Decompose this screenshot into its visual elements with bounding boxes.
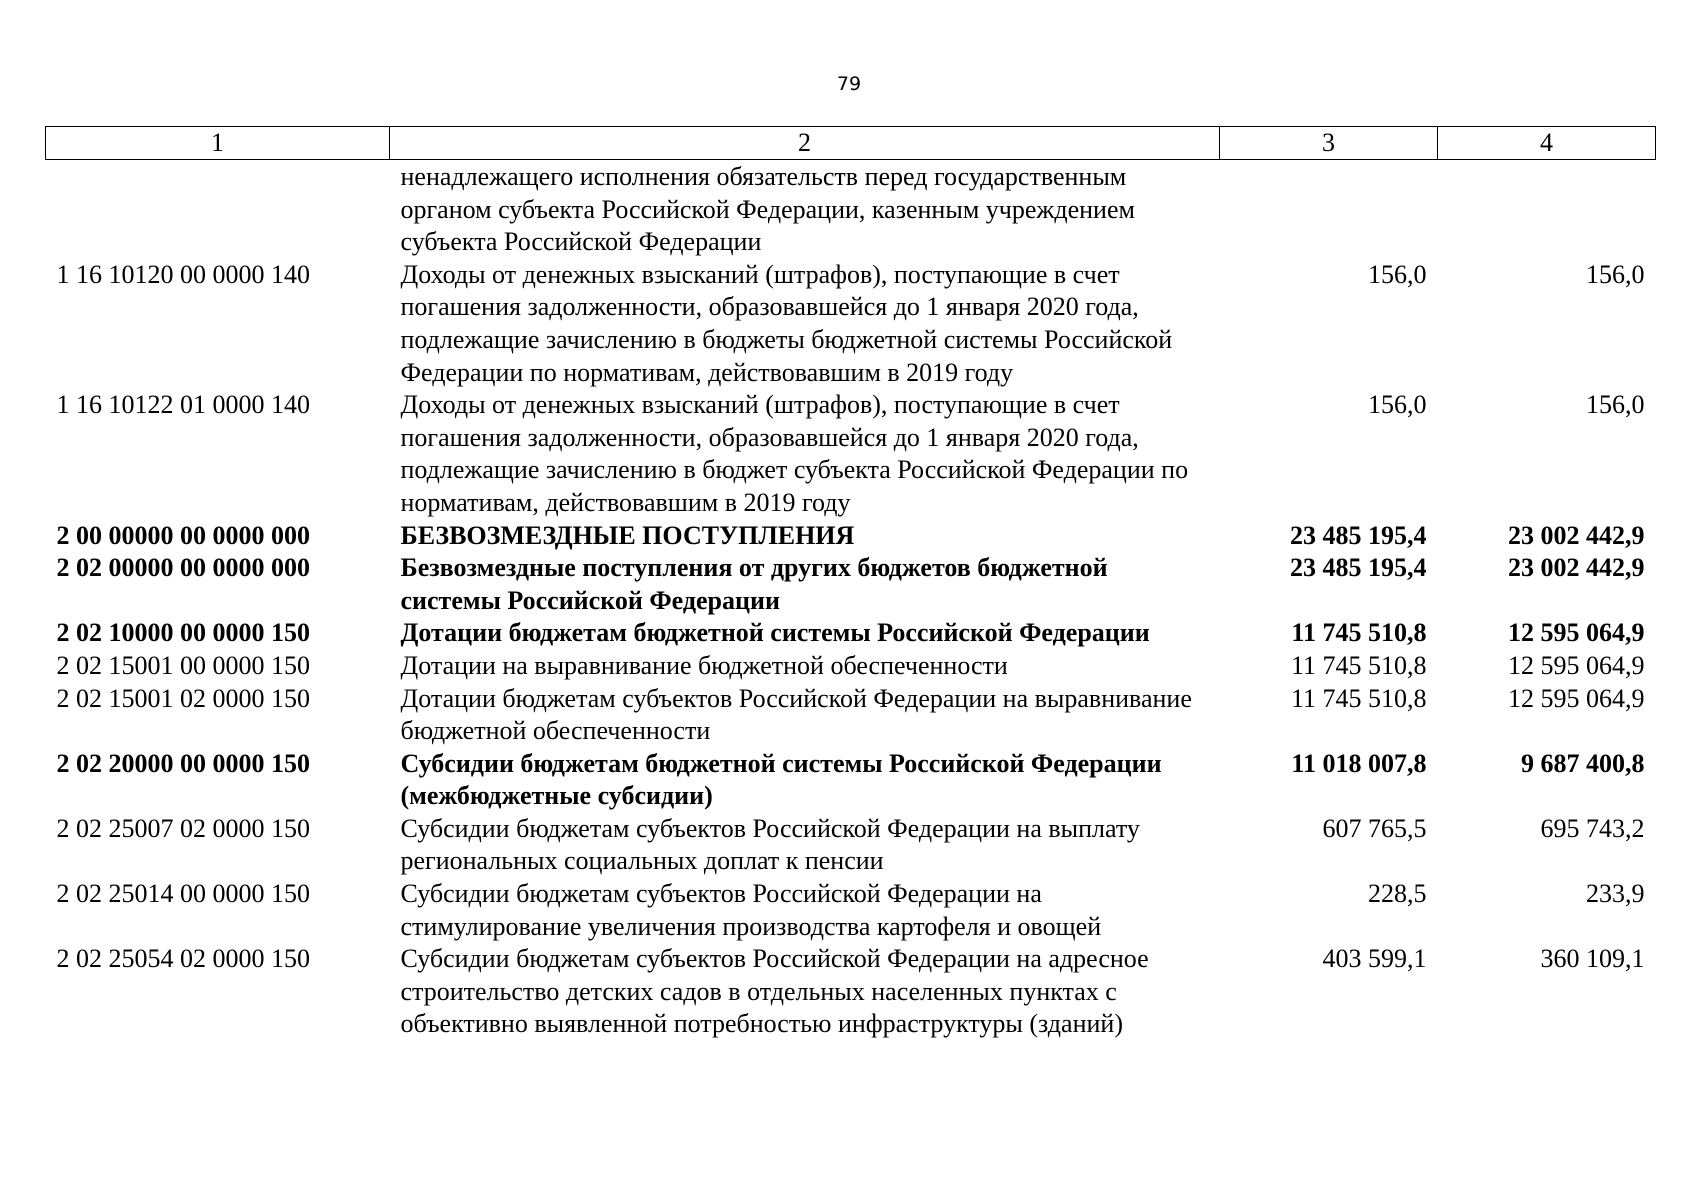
- budget-code-cell: [46, 160, 390, 259]
- value-column-3-cell: 607 765,5: [1322, 813, 1427, 843]
- value-column-3-cell: 11 018 007,8: [1291, 748, 1427, 778]
- table-body: [46, 160, 1656, 1042]
- value-column-4-cell: 23 002 442,9: [1508, 553, 1645, 583]
- value-column-4-cell: 12 595 064,9: [1508, 650, 1645, 680]
- value-column-4-cell: 156,0: [1586, 259, 1645, 289]
- value-column-4-cell: 156,0: [1586, 390, 1645, 420]
- description-cell: Субсидии бюджетам бюджетной системы Российской Федерации (межбюджетные субсидии): [400, 748, 1162, 811]
- value-column-4-cell: 695 743,2: [1540, 813, 1645, 843]
- page-number: 79: [836, 73, 862, 95]
- value-column-3-cell: 11 745 510,8: [1290, 650, 1427, 680]
- column-header-3: 3: [1220, 127, 1438, 160]
- value-column-3-cell: [1220, 160, 1438, 259]
- budget-code-cell: 2 02 10000 00 0000 150: [56, 618, 310, 648]
- value-column-3-cell: 11 745 510,8: [1291, 618, 1427, 648]
- description-cell: Дотации бюджетам субъектов Российской Федерации на выравнивание бюджетной обеспеченности: [400, 683, 1192, 746]
- budget-code-cell: 2 02 25054 02 0000 150: [56, 944, 310, 974]
- budget-code-cell: 2 02 00000 00 0000 000: [56, 553, 310, 583]
- description-cell: Дотации на выравнивание бюджетной обеспеченности: [400, 650, 1008, 680]
- table-row: [46, 552, 1656, 617]
- budget-code-cell: 1 16 10120 00 0000 140: [56, 259, 310, 289]
- description-cell: Доходы от денежных взысканий (штрафов), поступающие в счет погашения задолженности, образовавшейся до 1 января 2020 года, подлежащие зачислению в бюджет субъекта Российской Федерации по нормативам, действовавшим в 2019 году: [400, 390, 1189, 517]
- column-header-2: 2: [390, 127, 1220, 160]
- budget-code-cell: 2 02 25007 02 0000 150: [56, 813, 310, 843]
- table-row: [46, 617, 1656, 650]
- value-column-4-cell: 12 595 064,9: [1508, 618, 1645, 648]
- value-column-4-cell: [1438, 160, 1656, 259]
- table-header: [46, 127, 1656, 160]
- column-header-1: 1: [46, 127, 390, 160]
- budget-code-cell: 2 02 15001 00 0000 150: [56, 650, 310, 680]
- description-cell: Субсидии бюджетам субъектов Российской Федерации на адресное строительство детских садов в отдельных населенных пунктах с объективно выявленной потребностью инфраструктуры (зданий): [400, 944, 1149, 1039]
- value-column-4-cell: 9 687 400,8: [1521, 748, 1645, 778]
- description-cell: Дотации бюджетам бюджетной системы Российской Федерации: [400, 618, 1150, 648]
- table-row: [46, 520, 1656, 553]
- description-cell: ненадлежащего исполнения обязательств перед государственным органом субъекта Российской Федерации, казенным учреждением субъекта Российской Федерации: [400, 162, 1135, 257]
- budget-code-cell: 2 02 20000 00 0000 150: [56, 748, 310, 778]
- table-row: [46, 943, 1656, 1041]
- value-column-4-cell: 23 002 442,9: [1508, 520, 1645, 550]
- value-column-4-cell: 233,9: [1586, 879, 1645, 909]
- description-cell: БЕЗВОЗМЕЗДНЫЕ ПОСТУПЛЕНИЯ: [400, 520, 855, 550]
- value-column-3-cell: 403 599,1: [1322, 944, 1427, 974]
- value-column-3-cell: 156,0: [1368, 259, 1427, 289]
- table-row: [46, 259, 1656, 389]
- table-row: [46, 160, 1656, 259]
- description-cell: Безвозмездные поступления от других бюджетов бюджетной системы Российской Федерации: [400, 553, 1108, 615]
- table-row: [46, 650, 1656, 683]
- budget-code-cell: 2 02 15001 02 0000 150: [56, 683, 310, 713]
- value-column-4-cell: 360 109,1: [1540, 944, 1645, 974]
- table-row: [46, 813, 1656, 878]
- budget-code-cell: 1 16 10122 01 0000 140: [56, 390, 310, 420]
- table-row: [46, 878, 1656, 943]
- budget-revenue-table: [45, 126, 1656, 1041]
- table-row: [46, 748, 1656, 813]
- column-header-4: 4: [1438, 127, 1656, 160]
- budget-code-cell: 2 02 25014 00 0000 150: [56, 879, 310, 909]
- header-row: [46, 127, 1656, 160]
- table-row: [46, 683, 1656, 748]
- description-cell: Субсидии бюджетам субъектов Российской Федерации на выплату региональных социальных доплат к пенсии: [400, 813, 1140, 876]
- value-column-3-cell: 156,0: [1368, 390, 1427, 420]
- value-column-3-cell: 228,5: [1368, 879, 1427, 909]
- value-column-3-cell: 23 485 195,4: [1290, 553, 1427, 583]
- value-column-4-cell: 12 595 064,9: [1508, 683, 1645, 713]
- description-cell: Субсидии бюджетам субъектов Российской Федерации на стимулирование увеличения производства картофеля и овощей: [400, 879, 1102, 941]
- table-row: [46, 389, 1656, 519]
- value-column-3-cell: 23 485 195,4: [1290, 520, 1427, 550]
- value-column-3-cell: 11 745 510,8: [1290, 683, 1427, 713]
- budget-code-cell: 2 00 00000 00 0000 000: [56, 520, 310, 550]
- description-cell: Доходы от денежных взысканий (штрафов), поступающие в счет погашения задолженности, образовавшейся до 1 января 2020 года, подлежащие зачислению в бюджеты бюджетной системы Российской Федерации по нормативам, действовавшим в 2019 году: [400, 259, 1173, 387]
